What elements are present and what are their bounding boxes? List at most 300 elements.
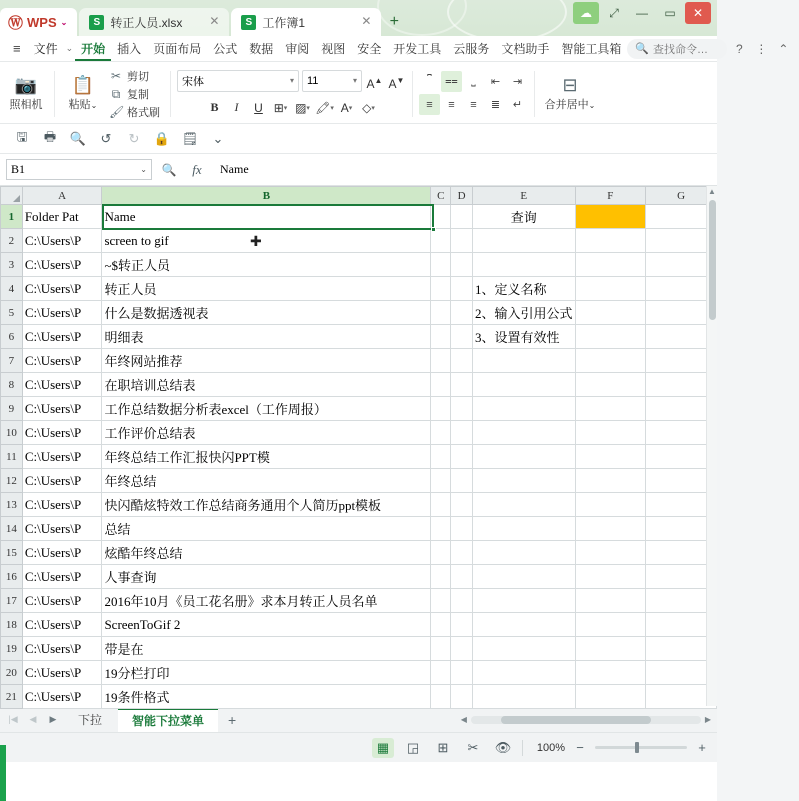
table-row [1,349,717,373]
formula-input[interactable]: Name [220,162,249,176]
close-icon[interactable]: ✕ [209,14,220,28]
cell-A18[interactable]: C:\Users\P [22,613,102,637]
wps-logo[interactable] [0,8,77,36]
cell-C16[interactable] [431,565,451,589]
worksheet-grid[interactable] [0,186,717,706]
align-vertical-row [419,71,528,92]
italic-button[interactable]: I [234,100,239,114]
ribbon-group-alignment [415,65,532,121]
cell-E7[interactable] [473,349,576,373]
ribbon-group-merge [537,65,603,123]
cell-E20[interactable] [473,661,576,685]
column-header-c[interactable]: C [431,187,451,205]
divider [54,71,55,117]
cell-F4[interactable] [575,277,646,301]
divider [170,71,171,117]
select-all-corner[interactable] [1,187,23,205]
row-header-15[interactable]: 15 [1,541,23,565]
menu-item-smart-toolbox[interactable]: 智能工具箱 [561,41,622,56]
cell-E17[interactable] [473,589,576,613]
cell-B3[interactable]: ~$转正人员 [102,253,431,277]
cell-D10[interactable] [451,421,473,445]
cell-A1[interactable]: Folder Pat [22,205,102,229]
quick-access-toolbar [0,124,717,154]
collaborate-icon[interactable]: ⤢ [609,5,619,20]
cell-B6[interactable]: 明细表 [102,325,431,349]
cell-B9[interactable]: 工作总结数据分析表excel（工作周报） [102,397,431,421]
cell-E8[interactable] [473,373,576,397]
cell-B11[interactable]: 年终总结工作汇报快闪PPT模 [102,445,431,469]
menu-item-data[interactable]: 数据 [249,41,274,56]
new-tab-button[interactable]: + [389,13,400,30]
cell-E18[interactable] [473,613,576,637]
column-header-e[interactable]: E [473,187,576,205]
column-header-g[interactable]: G [646,187,717,205]
cell-D2[interactable] [451,229,473,253]
search-input[interactable] [627,39,727,59]
table-row [1,637,717,661]
page-layout-icon[interactable]: ◲ [406,739,420,755]
cell-C3[interactable] [431,253,451,277]
cell-C1[interactable] [431,205,451,229]
cell-A15[interactable]: C:\Users\P [22,541,102,565]
cell-D6[interactable] [451,325,473,349]
cell-A8[interactable]: C:\Users\P [22,373,102,397]
cell-F14[interactable] [575,517,646,541]
status-bar [0,732,717,762]
menu-bar-right [627,39,799,59]
grid-view-icon[interactable]: ▦ [372,738,394,758]
row-header-10[interactable]: 10 [1,421,23,445]
font-size-value: 11 [307,74,319,87]
cell-B17[interactable]: 2016年10月《员工花名册》求本月转正人员名单 [102,589,431,613]
window-controls [573,2,711,24]
paste-label: 粘贴⌄ [68,99,98,111]
cell-C5[interactable] [431,301,451,325]
cell-B5[interactable]: 什么是数据透视表 [102,301,431,325]
table-row [1,373,717,397]
cell-F1[interactable] [575,205,646,229]
cell-B12[interactable]: 年终总结 [102,469,431,493]
cell-C13[interactable] [431,493,451,517]
undo-icon[interactable]: ↺ [100,130,112,146]
font-row [177,69,406,93]
camera-icon: 📷 [14,75,38,95]
cell-C20[interactable] [431,661,451,685]
table-row [1,685,717,709]
table-row [1,517,717,541]
cell-A13[interactable]: C:\Users\P [22,493,102,517]
column-header-d[interactable]: D [451,187,473,205]
insert-function-icon[interactable]: fx [192,161,202,177]
bold-button[interactable]: B [210,100,219,114]
cell-A20[interactable]: C:\Users\P [22,661,102,685]
table-row [1,301,717,325]
font-color-button[interactable]: A ▾ [340,100,353,115]
cell-A9[interactable]: C:\Users\P [22,397,102,421]
column-header-a[interactable]: A [22,187,102,205]
table-row [1,421,717,445]
copy-button[interactable] [105,86,164,103]
cell-E15[interactable] [473,541,576,565]
wps-logo-label: WPS [27,14,57,30]
row-header-2[interactable]: 2 [1,229,23,253]
row-header-5[interactable]: 5 [1,301,23,325]
sheet-tab-1[interactable]: 智能下拉菜单 [118,708,218,732]
table-row [1,661,717,685]
menu-bar [0,36,789,62]
menu-item-developer[interactable]: 开发工具 [393,41,442,56]
sheet-tab-0[interactable]: 下拉 [78,713,103,727]
merge-cells-icon: ⊟ [562,75,578,95]
minimize-button[interactable]: — [636,6,648,20]
cell-D4[interactable] [451,277,473,301]
scroll-up-icon[interactable]: ▲ [708,187,716,196]
cell-F15[interactable] [575,541,646,565]
print-preview-icon[interactable]: 🔍 [69,130,87,146]
row-header-4[interactable]: 4 [1,277,23,301]
column-header-f[interactable]: F [575,187,646,205]
cell-B16[interactable]: 人事查询 [102,565,431,589]
help-icon[interactable]: ? [736,41,743,56]
increase-indent-button[interactable]: ⇥ [512,76,523,88]
cell-F18[interactable] [575,613,646,637]
cell-A14[interactable]: C:\Users\P [22,517,102,541]
menu-item-insert[interactable]: 插入 [117,41,142,56]
menu-item-doc-assistant[interactable]: 文档助手 [501,41,550,56]
font-name-select[interactable] [177,70,299,92]
cell-C2[interactable] [431,229,451,253]
menu-item-formulas[interactable]: 公式 [213,41,238,56]
shrink-font-button[interactable]: A▼ [388,76,405,91]
cell-D19[interactable] [451,637,473,661]
chevron-down-icon[interactable]: ⌄ [65,43,74,53]
ribbon-group-camera [0,65,52,123]
format-painter-button[interactable] [105,104,164,121]
align-right-button[interactable]: ≡ [470,98,477,111]
cell-A4[interactable]: C:\Users\P [22,277,102,301]
cell-E9[interactable] [473,397,576,421]
cell-C18[interactable] [431,613,451,637]
cell-C12[interactable] [431,469,451,493]
cell-E4[interactable]: 1、定义名称 [473,277,576,301]
cell-C17[interactable] [431,589,451,613]
menu-item-cloud[interactable]: 云服务 [453,41,490,56]
cell-F11[interactable] [575,445,646,469]
format-row [204,96,379,120]
cell-C10[interactable] [431,421,451,445]
cell-B8[interactable]: 在职培训总结表 [102,373,431,397]
prev-sheet-icon[interactable]: ◀ [29,714,37,724]
camera-button[interactable] [4,66,48,122]
cell-F21[interactable] [575,685,646,709]
cell-D21[interactable] [451,685,473,709]
cell-A6[interactable]: C:\Users\P [22,325,102,349]
align-bottom-button[interactable]: ⎵ [471,75,476,87]
table-row [1,325,717,349]
cell-B2[interactable]: screen to gif [102,229,431,253]
cell-D13[interactable] [451,493,473,517]
cell-D1[interactable] [451,205,473,229]
horizontal-scroll-thumb[interactable] [501,716,651,724]
add-sheet-button[interactable]: + [227,711,237,728]
cell-D18[interactable] [451,613,473,637]
row-header-8[interactable]: 8 [1,373,23,397]
cell-E21[interactable] [473,685,576,709]
fill-color-button[interactable]: 🖍 ▾ [315,100,334,115]
cell-E2[interactable] [473,229,576,253]
cell-D5[interactable] [451,301,473,325]
clear-format-button[interactable]: ◇ ▾ [362,100,375,115]
scroll-left-icon[interactable]: ◀ [460,715,467,724]
cell-B10[interactable]: 工作评价总结表 [102,421,431,445]
cell-D12[interactable] [451,469,473,493]
menu-item-review[interactable]: 审阅 [285,41,310,56]
cell-E5[interactable]: 2、输入引用公式 [473,301,576,325]
divider [412,71,413,117]
column-header-b[interactable]: B [102,187,431,205]
row-header-9[interactable]: 9 [1,397,23,421]
cell-A19[interactable]: C:\Users\P [22,637,102,661]
zoom-slider-thumb[interactable] [635,742,639,753]
cell-E3[interactable] [473,253,576,277]
zoom-level-label[interactable]: 100% [536,741,565,754]
cell-D8[interactable] [451,373,473,397]
menu-item-file[interactable]: 文件 [33,41,58,56]
cell-F9[interactable] [575,397,646,421]
cell-E1[interactable]: 查询 [473,205,576,229]
table-row [1,469,717,493]
cell-F19[interactable] [575,637,646,661]
scroll-right-icon[interactable]: ▶ [704,715,711,724]
cell-F5[interactable] [575,301,646,325]
cell-C4[interactable] [431,277,451,301]
cell-D7[interactable] [451,349,473,373]
cell-F3[interactable] [575,253,646,277]
cell-D9[interactable] [451,397,473,421]
cell-A11[interactable]: C:\Users\P [22,445,102,469]
cell-D17[interactable] [451,589,473,613]
cloud-sync-icon[interactable]: ☁ [573,2,599,24]
table-row [1,613,717,637]
lock-icon[interactable]: 🔒 [153,130,171,146]
cell-A7[interactable]: C:\Users\P [22,349,102,373]
cell-B18[interactable]: ScreenToGif 2 [102,613,431,637]
menu-item-home[interactable]: 开始 [75,37,111,61]
cell-E19[interactable] [473,637,576,661]
chevron-down-icon: ▾ [352,76,357,85]
sheet-tab-bar [0,706,717,732]
grow-font-button[interactable]: A▲ [366,76,383,91]
wrap-text-button[interactable]: ↵ [512,99,523,111]
cell-E12[interactable] [473,469,576,493]
column-header-row [1,187,717,205]
divider [522,740,523,756]
row-header-19[interactable]: 19 [1,637,23,661]
zoom-slider[interactable] [595,746,687,749]
merge-center-button[interactable] [541,66,599,122]
align-center-button[interactable]: ≡ [448,98,455,111]
decrease-indent-button[interactable]: ⇤ [490,76,501,88]
cell-C8[interactable] [431,373,451,397]
menu-item-view[interactable]: 视图 [321,41,346,56]
row-header-7[interactable]: 7 [1,349,23,373]
cell-C19[interactable] [431,637,451,661]
cell-C7[interactable] [431,349,451,373]
fill-handle[interactable] [431,227,436,232]
clipboard-small-buttons [105,66,164,122]
maximize-button[interactable]: ▭ [664,6,676,20]
cell-B15[interactable]: 炫酷年终总结 [102,541,431,565]
cell-A17[interactable]: C:\Users\P [22,589,102,613]
vertical-scrollbar[interactable] [706,186,717,706]
cell-E14[interactable] [473,517,576,541]
cut-label: 剪切 [127,71,149,83]
search-placeholder: 查找命令… [653,43,709,56]
cell-C11[interactable] [431,445,451,469]
cell-C9[interactable] [431,397,451,421]
brand-accent-bar [0,745,6,801]
align-left-button[interactable]: ≡ [419,94,440,115]
app-menu-icon[interactable]: ≡ [13,41,21,56]
cell-F7[interactable] [575,349,646,373]
cell-A2[interactable]: C:\Users\P [22,229,102,253]
cell-F13[interactable] [575,493,646,517]
menu-item-page-layout[interactable]: 页面布局 [153,41,202,56]
cell-A21[interactable]: C:\Users\P [22,685,102,709]
print-icon[interactable]: 🖶 [43,128,57,144]
name-box[interactable] [6,159,152,180]
first-sheet-icon[interactable]: |◀ [8,714,18,724]
cell-D3[interactable] [451,253,473,277]
row-header-11[interactable]: 11 [1,445,23,469]
cell-A12[interactable]: C:\Users\P [22,469,102,493]
cell-F16[interactable] [575,565,646,589]
cell-D14[interactable] [451,517,473,541]
cell-B1[interactable]: Name [102,205,431,229]
more-options-icon[interactable]: ⋮ [755,41,768,56]
save-icon[interactable]: 🖫 [16,128,28,144]
format-icon[interactable]: 🗒 [181,130,199,146]
justify-button[interactable]: ≣ [490,99,501,111]
row-header-13[interactable]: 13 [1,493,23,517]
cell-B4[interactable]: 转正人员 [102,277,431,301]
cell-B21[interactable]: 19条件格式 [102,685,431,709]
cell-A5[interactable]: C:\Users\P [22,301,102,325]
cell-B20[interactable]: 19分栏打印 [102,661,431,685]
reading-layout-icon[interactable]: ✂ [467,739,479,755]
brush-icon: 🖌 [109,105,125,119]
borders-button[interactable]: ⊞ ▾ [273,100,288,115]
zoom-out-button[interactable]: − [576,740,584,755]
row-header-17[interactable]: 17 [1,589,23,613]
redo-icon[interactable]: ↻ [128,130,140,146]
grid-table [0,186,717,709]
cell-C21[interactable] [431,685,451,709]
cell-E10[interactable] [473,421,576,445]
underline-button[interactable]: U [254,100,263,115]
name-box-value: B1 [11,162,26,176]
cell-F17[interactable] [575,589,646,613]
cell-D16[interactable] [451,565,473,589]
cell-F20[interactable] [575,661,646,685]
formula-bar [0,154,717,186]
more-quick-icon[interactable]: ⌄ [212,130,224,146]
next-sheet-icon[interactable]: ▶ [49,714,57,724]
cell-B7[interactable]: 年终网站推荐 [102,349,431,373]
table-row [1,493,717,517]
menu-item-security[interactable]: 安全 [357,41,382,56]
cell-F10[interactable] [575,421,646,445]
cell-A16[interactable]: C:\Users\P [22,565,102,589]
document-tab-0[interactable] [79,8,229,36]
row-header-21[interactable]: 21 [1,685,23,709]
cell-E6[interactable]: 3、设置有效性 [473,325,576,349]
cell-F8[interactable] [575,373,646,397]
font-size-select[interactable] [302,70,362,92]
zoom-in-button[interactable]: + [698,740,706,755]
table-row [1,589,717,613]
vertical-scroll-thumb[interactable] [709,200,716,320]
cell-F6[interactable] [575,325,646,349]
table-row [1,565,717,589]
cell-B13[interactable]: 快闪酷炫特效工作总结商务通用个人简历ppt模板 [102,493,431,517]
page-break-icon[interactable]: ⊞ [437,739,449,755]
row-header-18[interactable]: 18 [1,613,23,637]
cell-E13[interactable] [473,493,576,517]
clipboard-icon: 📋 [71,75,95,95]
copy-icon: ⧉ [111,86,121,101]
align-top-button[interactable]: ⎴ [427,75,432,87]
cell-D11[interactable] [451,445,473,469]
row-header-6[interactable]: 6 [1,325,23,349]
horizontal-scrollbar[interactable] [471,716,701,724]
row-header-1[interactable]: 1 [1,205,23,229]
cut-button[interactable] [105,68,164,85]
document-tab-1[interactable] [231,8,381,36]
row-header-16[interactable]: 16 [1,565,23,589]
eye-icon[interactable]: 👁 [494,739,512,755]
cell-C6[interactable] [431,325,451,349]
cell-B14[interactable]: 总结 [102,517,431,541]
cell-E16[interactable] [473,565,576,589]
cell-F2[interactable] [575,229,646,253]
cell-F12[interactable] [575,469,646,493]
cell-pointer-cursor: ✚ [250,233,262,249]
cell-E11[interactable] [473,445,576,469]
search-icon: 🔍 [635,43,650,55]
collapse-ribbon-icon[interactable]: ⌃ [778,41,789,56]
cell-A3[interactable]: C:\Users\P [22,253,102,277]
search-icon[interactable]: 🔍 [161,162,177,177]
cell-C15[interactable] [431,541,451,565]
close-window-button[interactable]: ✕ [685,2,711,24]
row-header-3[interactable]: 3 [1,253,23,277]
close-icon[interactable]: ✕ [361,14,372,28]
row-header-20[interactable]: 20 [1,661,23,685]
cell-D20[interactable] [451,661,473,685]
cell-A10[interactable]: C:\Users\P [22,421,102,445]
paste-button[interactable] [61,66,105,122]
cell-D15[interactable] [451,541,473,565]
sheet-file-icon: S [241,15,256,30]
cell-C14[interactable] [431,517,451,541]
row-header-14[interactable]: 14 [1,517,23,541]
cell-style-button[interactable]: ▨ ▾ [295,100,310,115]
align-middle-button[interactable]: ⩵ [441,71,462,92]
cell-B19[interactable]: 带是在 [102,637,431,661]
row-header-12[interactable]: 12 [1,469,23,493]
